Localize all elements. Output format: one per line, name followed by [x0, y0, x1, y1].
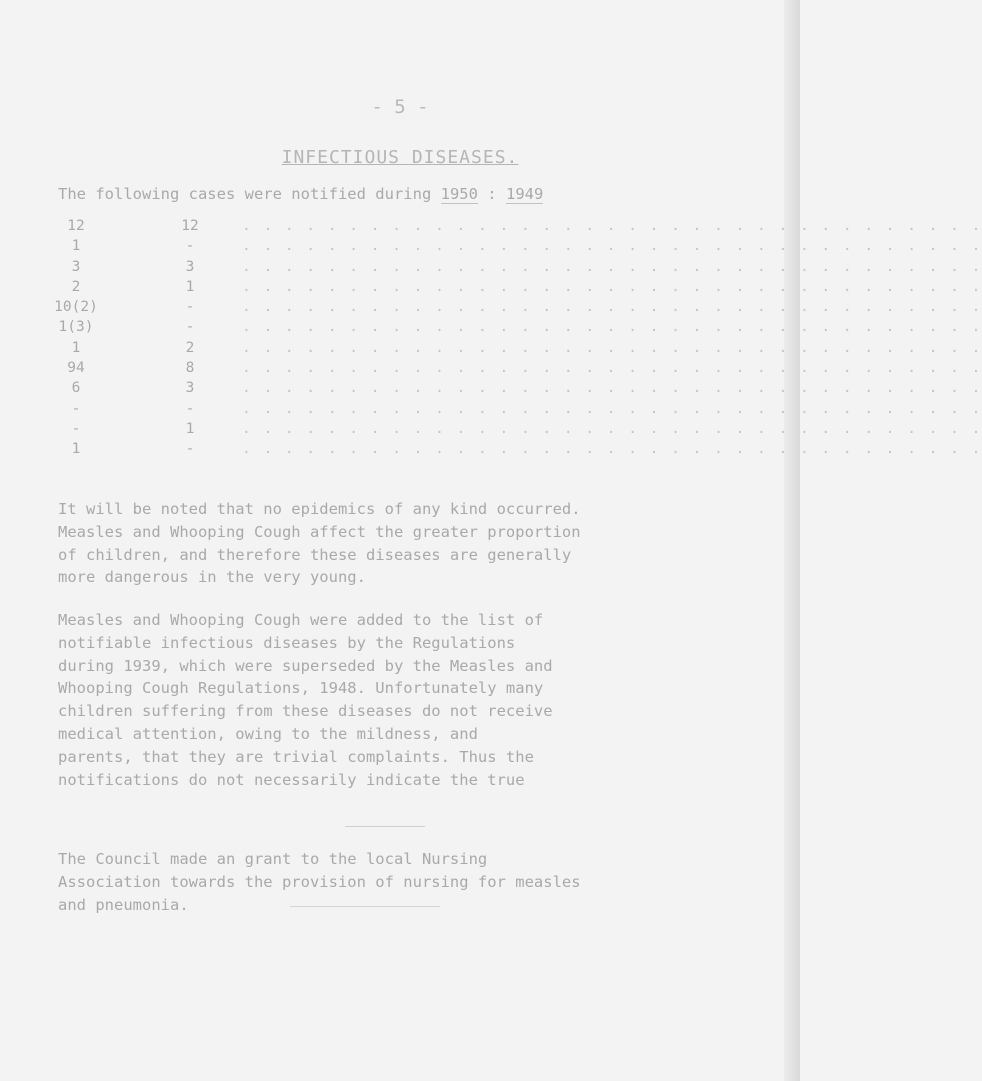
row-label — [242, 299, 982, 316]
value-year-1: - — [71, 420, 81, 437]
paragraph-line: Whooping Cough Regulations, 1948. Unfortunately many — [58, 679, 544, 698]
dot-leaders: . . . . . . . . . . . . . . . . . . . . . . . . . . . . . . . . . . . — [242, 299, 982, 316]
value-year-2: 3 — [185, 380, 195, 397]
value-year-2: 3 — [185, 258, 195, 275]
value-year-1: 3 — [71, 258, 81, 275]
value-year-2: 2 — [185, 339, 195, 356]
year-label-2: 1949 — [505, 185, 544, 203]
value-year-1: 1 — [71, 441, 81, 458]
row-label — [242, 360, 982, 377]
year-separator: : — [487, 185, 497, 203]
dot-leaders: . . . . . . . . . . . . . . . . . . . . . . . . . . . . . . . . . . . — [242, 360, 982, 377]
separator-rule — [290, 906, 440, 907]
dot-leaders: . . . . . . . . . . . . . . . . . . . . . . . . . . . . . . . . . . . — [242, 441, 982, 458]
value-year-1: 10(2) — [54, 299, 98, 316]
section-heading: INFECTIOUS DISEASES. — [281, 147, 519, 168]
paragraph-line: more dangerous in the very young. — [58, 568, 366, 587]
table-row — [52, 339, 982, 360]
row-label — [242, 238, 982, 255]
disease-table — [52, 218, 982, 462]
paragraph-line: The Council made an grant to the local Nursing — [58, 850, 488, 868]
dot-leaders: . . . . . . . . . . . . . . . . . . . . . . . . . . . . . . . . . . . — [242, 400, 982, 417]
value-year-2: - — [185, 319, 195, 336]
page-number: - 5 - — [371, 96, 429, 118]
row-label — [242, 258, 982, 275]
year-label-1: 1950 — [440, 185, 478, 203]
value-year-1: 1 — [71, 339, 81, 356]
separator-rule — [345, 826, 425, 827]
value-year-2: 1 — [185, 278, 195, 295]
value-year-1: 12 — [67, 218, 85, 234]
paragraph-line: notifiable infectious diseases by the Regulations — [58, 633, 516, 652]
value-year-2: - — [185, 400, 195, 417]
table-row — [52, 441, 982, 461]
value-year-2: - — [185, 441, 195, 458]
table-row — [52, 360, 982, 380]
paragraph-line: and pneumonia. — [58, 895, 189, 914]
row-label — [242, 278, 982, 295]
value-year-1: 94 — [67, 360, 85, 377]
row-label — [242, 400, 982, 417]
dot-leaders: . . . . . . . . . . . . . . . . . . . . . . . . . . . . . . . . . . . — [242, 420, 982, 437]
paragraph-line: notifications do not necessarily indicate the true — [58, 770, 525, 789]
value-year-1: 1 — [71, 238, 81, 255]
value-year-2: 8 — [185, 360, 195, 377]
table-row — [52, 299, 982, 319]
table-row — [52, 258, 982, 279]
dot-leaders: . . . . . . . . . . . . . . . . . . . . . . . . . . . . . . . . . . . — [242, 319, 982, 336]
intro-text: The following cases were notified during — [58, 185, 432, 203]
paragraph-line: of children, and therefore these diseases are generally — [58, 545, 572, 564]
row-label — [242, 319, 982, 336]
table-row — [52, 218, 982, 238]
paragraph-line: It will be noted that no epidemics of any kind occurred. — [58, 500, 581, 518]
paragraph-line: parents, that they are trivial complaints. Thus the — [58, 747, 534, 766]
value-year-1: 6 — [71, 380, 81, 397]
row-label — [242, 420, 982, 437]
paragraph-line: medical attention, owing to the mildness, and — [58, 724, 478, 743]
paragraph-line: Measles and Whooping Cough were added to the list of — [58, 611, 544, 629]
dot-leaders: . . . . . . . . . . . . . . . . . . . . . . . . . . . . . . . . . . . — [242, 380, 982, 397]
value-year-2: - — [185, 299, 195, 316]
dot-leaders: . . . . . . . . . . . . . . . . . . . . . . . . . . . . . . . . . . . — [242, 238, 982, 255]
dot-leaders: . . . . . . . . . . . . . . . . . . . . . . . . . . . . . . . . . . . — [242, 339, 982, 356]
table-row — [52, 380, 982, 400]
value-year-2: 12 — [181, 218, 199, 234]
row-label — [242, 218, 982, 234]
table-row — [52, 278, 982, 299]
paragraph-line: during 1939, which were superseded by the Measles and — [58, 656, 553, 675]
table-row — [52, 400, 982, 421]
paragraph-1 — [58, 498, 772, 589]
dot-leaders: . . . . . . . . . . . . . . . . . . . . . . . . . . . . . . . . . . . — [242, 218, 982, 234]
paragraph-line: Association towards the provision of nursing for measles — [58, 872, 581, 891]
paragraph-2 — [58, 609, 772, 791]
value-year-1: 2 — [71, 278, 81, 295]
paragraph-line: children suffering from these diseases do not receive — [58, 702, 553, 721]
value-year-2: - — [185, 238, 195, 255]
table-row — [52, 319, 982, 339]
value-year-2: 1 — [185, 420, 195, 437]
row-label — [242, 441, 982, 458]
value-year-1: 1(3) — [58, 319, 94, 336]
dot-leaders: . . . . . . . . . . . . . . . . . . . . . . . . . . . . . . . . . . . — [242, 258, 982, 275]
dot-leaders: . . . . . . . . . . . . . . . . . . . . . . . . . . . . . . . . . . . — [242, 278, 982, 295]
value-year-1: - — [71, 400, 81, 417]
paragraph-line: Measles and Whooping Cough affect the greater proportion — [58, 522, 581, 541]
table-intro-line — [58, 185, 766, 204]
table-row — [52, 238, 982, 258]
row-label — [242, 380, 982, 397]
row-label — [242, 339, 982, 356]
table-row — [52, 420, 982, 441]
